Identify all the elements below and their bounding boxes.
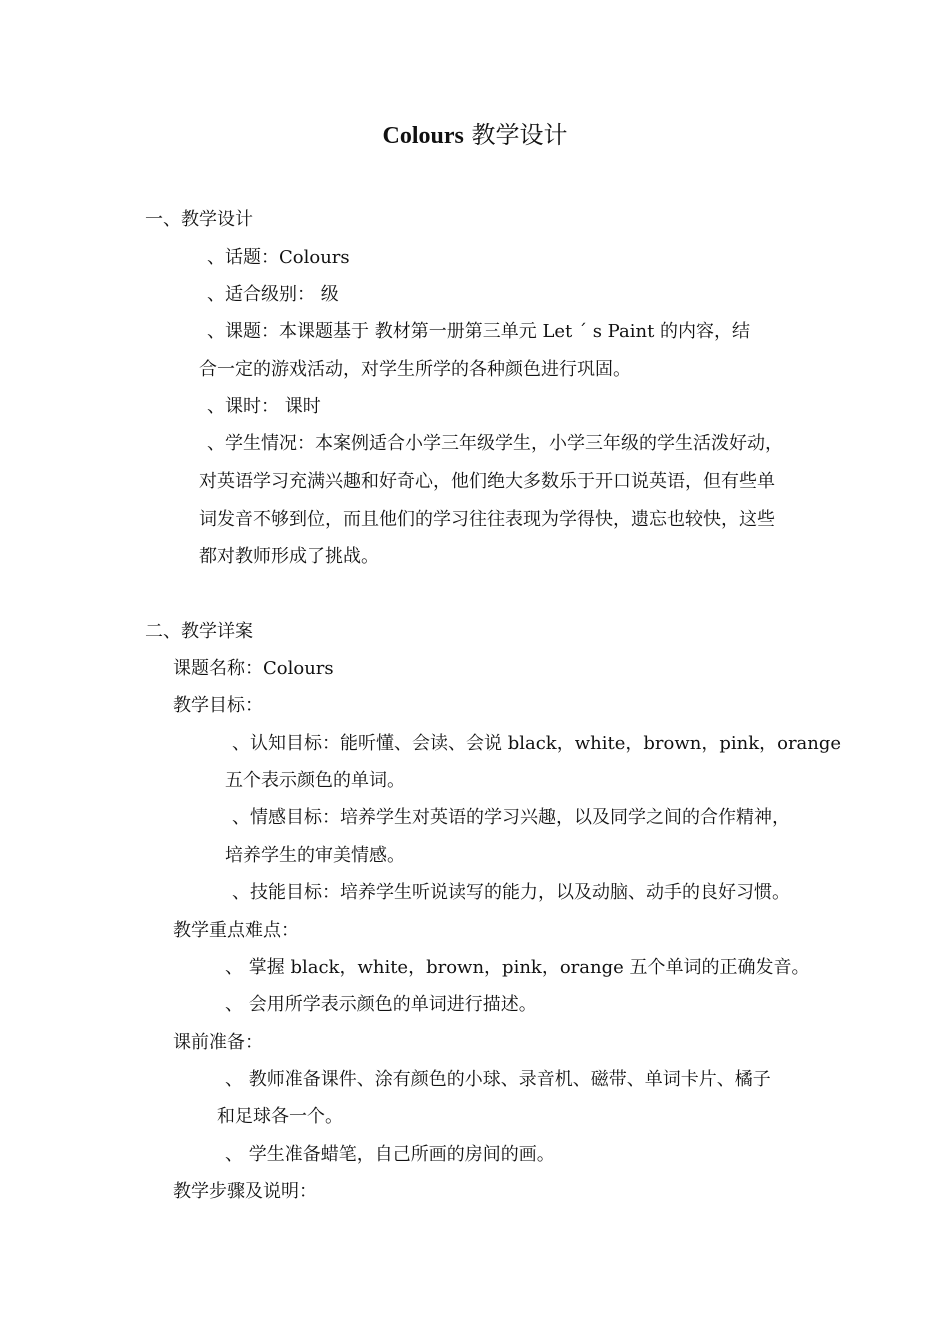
goal3-line: 、技能目标：培养学生听说读写的能力，以及动脑、动手的良好习惯。 xyxy=(232,882,790,903)
students-line-2: 对英语学习充满兴趣和好奇心，他们绝大多数乐于开口说英语，但有些单 xyxy=(199,471,775,492)
section1-heading: 一、教学设计 xyxy=(145,209,253,230)
lesson-line-2: 合一定的游戏活动，对学生所学的各种颜色进行巩固。 xyxy=(199,359,631,380)
goal2-line-1: 、情感目标：培养学生对英语的学习兴趣，以及同学之间的合作精神， xyxy=(232,807,790,828)
goals-label: 教学目标： xyxy=(173,695,263,716)
level-line: 、适合级别： 级 xyxy=(207,284,339,305)
topic-line: 、话题：Colours xyxy=(207,247,350,268)
key-points-label: 教学重点难点： xyxy=(173,920,299,941)
page-title xyxy=(0,118,950,153)
students-line-1: 、学生情况：本案例适合小学三年级学生，小学三年级的学生活泼好动， xyxy=(207,433,783,454)
preparation-1-line-2: 和足球各一个。 xyxy=(217,1106,343,1127)
students-line-3: 词发音不够到位，而且他们的学习往往表现为学得快，遗忘也较快，这些 xyxy=(199,509,775,530)
preparation-label: 课前准备： xyxy=(173,1032,263,1053)
title-english: Colours xyxy=(382,123,464,149)
lesson-line-1: 、课题：本课题基于 教材第一册第三单元 Let ´ s Paint 的内容，结 xyxy=(207,321,751,342)
key-point-1: 、 掌握 black，white，brown，pink，orange 五个单词的正确发音。 xyxy=(225,957,810,978)
steps-label: 教学步骤及说明： xyxy=(173,1181,317,1202)
goal2-line-2: 培养学生的审美情感。 xyxy=(225,845,405,866)
course-name-line: 课题名称：Colours xyxy=(173,658,334,679)
key-point-2: 、 会用所学表示颜色的单词进行描述。 xyxy=(225,994,537,1015)
title-chinese: 教学设计 xyxy=(471,121,568,149)
students-line-4: 都对教师形成了挑战。 xyxy=(199,546,379,567)
goal1-line-2: 五个表示颜色的单词。 xyxy=(225,770,405,791)
preparation-1-line-1: 、 教师准备课件、涂有颜色的小球、录音机、磁带、单词卡片、橘子 xyxy=(225,1069,771,1090)
preparation-2: 、 学生准备蜡笔，自己所画的房间的画。 xyxy=(225,1144,555,1165)
goal1-line-1: 、认知目标：能听懂、会读、会说 black，white，brown，pink，orange xyxy=(232,733,842,754)
hours-line: 、课时： 课时 xyxy=(207,396,321,417)
section2-heading: 二、教学详案 xyxy=(145,621,253,642)
